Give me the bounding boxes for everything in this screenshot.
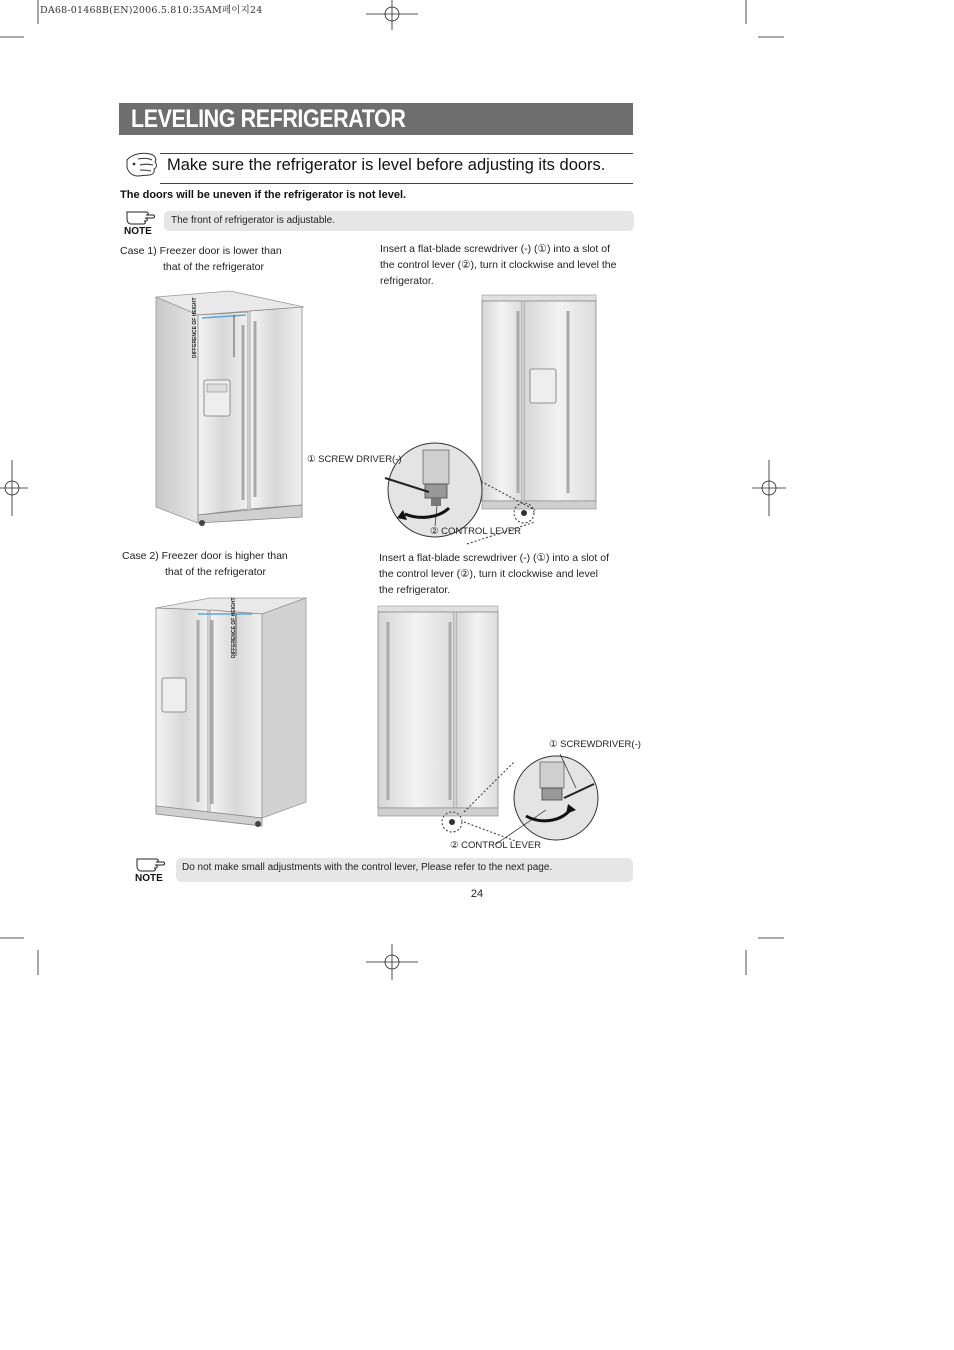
note-label: NOTE: [124, 226, 152, 237]
case1-screwdriver-callout: ① SCREW DRIVER(-): [307, 454, 402, 465]
case2-diff-label: DIFFERENCE OF HEIGHT: [231, 597, 237, 658]
warning-text: The doors will be uneven if the refrigerator is not level.: [120, 189, 407, 201]
note-label-bottom: NOTE: [135, 873, 163, 884]
case1-instr-line2: the control lever (②), turn it clockwise and level the: [380, 259, 617, 271]
case1-diff-label: DIFFERENCE OF HEIGHT: [192, 297, 198, 358]
case1-lever-callout: ② CONTROL LEVER: [430, 526, 522, 537]
case2-magnifier-detail: [456, 754, 596, 844]
case2-instructions: [379, 550, 639, 598]
case2-screwdriver-callout: ① SCREWDRIVER(-): [549, 739, 641, 750]
case2-line1: Case 2) Freezer door is higher than: [122, 550, 288, 562]
case2-instr-line1: Insert a flat-blade screwdriver (-) (①) into a slot of: [379, 552, 609, 564]
case2-instr-line2: the control lever (②), turn it clockwise and level: [379, 568, 598, 580]
case1-line2: that of the refrigerator: [163, 261, 264, 273]
case2-heading: [122, 548, 362, 580]
subtitle-rule-top: [160, 153, 633, 154]
case2-instr-line3: the refrigerator.: [379, 584, 451, 596]
note-box-top: [164, 211, 634, 231]
note-text-bottom: Do not make small adjustments with the control lever, Please refer to the next page.: [182, 862, 553, 873]
page-title: LEVELING REFRIGERATOR: [131, 105, 406, 133]
page-title-bar: [119, 103, 633, 135]
note-box-bottom: [176, 858, 633, 882]
case1-line1: Case 1) Freezer door is lower than: [120, 245, 282, 257]
print-header: DA68-01468B(EN)2006.5.810:35AM페이지24: [40, 5, 263, 16]
case1-instr-line3: refrigerator.: [380, 275, 434, 287]
note-hand-icon-bottom: [134, 855, 166, 873]
page-number: 24: [470, 888, 484, 900]
case2-lever-callout: ② CONTROL LEVER: [450, 840, 542, 851]
case1-instr-line1: Insert a flat-blade screwdriver (-) (①) into a slot of: [380, 243, 610, 255]
case1-instructions: [380, 241, 640, 289]
subtitle: Make sure the refrigerator is level before adjusting its doors.: [167, 156, 606, 174]
case2-line2: that of the refrigerator: [165, 566, 266, 578]
note-text-top: The front of refrigerator is adjustable.: [171, 215, 335, 226]
pointing-hand-icon: [124, 150, 160, 180]
case1-refrigerator-illustration: [150, 285, 310, 530]
subtitle-rule-bottom: [160, 183, 633, 184]
case1-heading: [120, 243, 360, 275]
note-hand-icon: [124, 208, 156, 226]
